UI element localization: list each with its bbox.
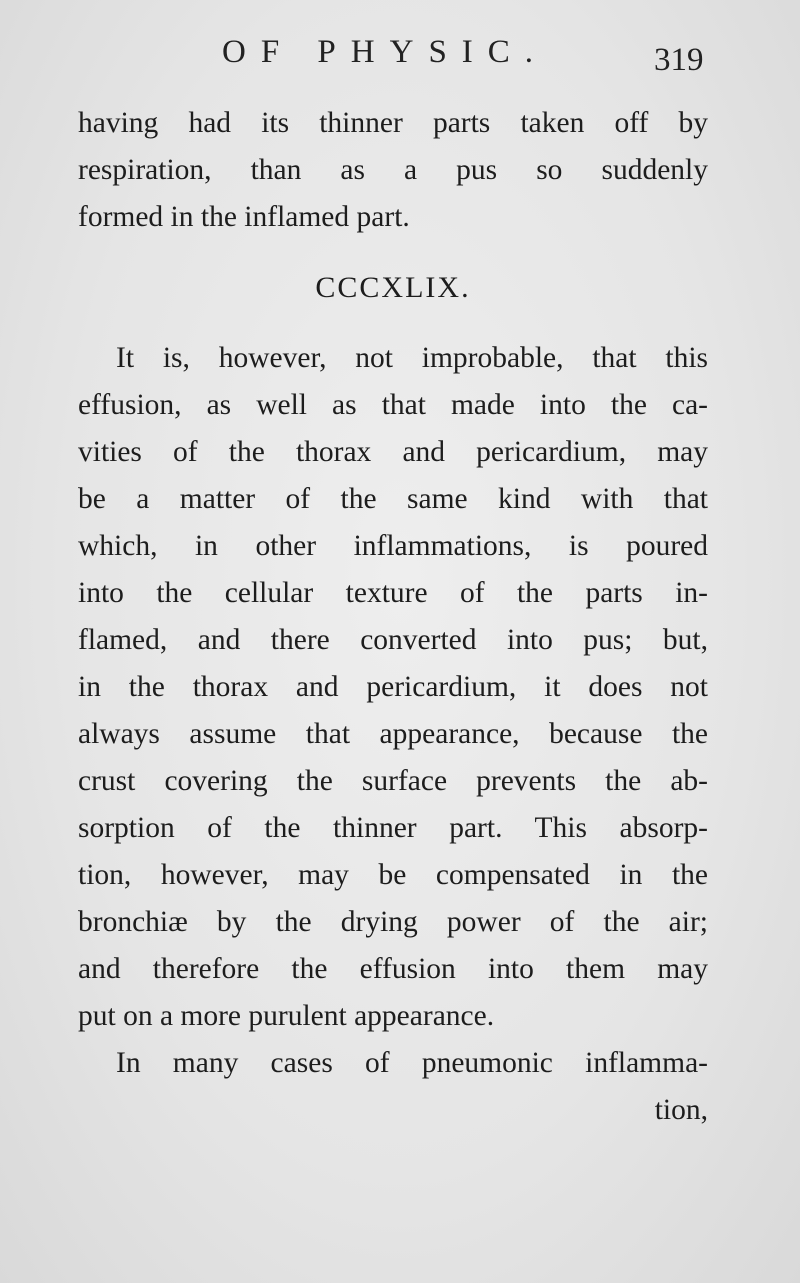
text-line: be a matter of the same kind with that [78,483,708,515]
text-line: and therefore the effusion into them may [78,953,708,985]
text-line: having had its thinner parts taken off by [78,107,708,139]
text-line: It is, however, not improbable, that this [116,342,708,374]
text-line: sorption of the thinner part. This absorp- [78,812,708,844]
text-line: always assume that appearance, because the [78,718,708,750]
paragraph [78,1040,708,1087]
text-line: tion, however, may be compensated in the [78,859,708,891]
running-head: OF PHYSIC. [222,34,549,70]
text-line: flamed, and there converted into pus; but, [78,624,708,656]
text-line: bronchiæ by the drying power of the air; [78,906,708,938]
body-text [78,100,708,1134]
catchword: tion, [654,1094,708,1126]
page-header [0,34,800,84]
text-line: which, in other inflammations, is poured [78,530,708,562]
text-line: respiration, than as a pus so suddenly [78,154,708,186]
text-line: formed in the inflamed part. [78,201,410,233]
text-line: into the cellular texture of the parts in- [78,577,708,609]
text-line: crust covering the surface prevents the ab- [78,765,708,797]
paragraph [78,335,708,1040]
section-heading: CCCXLIX. [315,271,471,304]
text-line: in the thorax and pericardium, it does not [78,671,708,703]
text-line: In many cases of pneumonic inflamma- [116,1047,708,1079]
text-line: vities of the thorax and pericardium, may [78,436,708,468]
page-number: 319 [654,42,704,78]
text-line: put on a more purulent appearance. [78,1000,495,1032]
continued-paragraph [78,100,708,241]
text-line: effusion, as well as that made into the ca- [78,389,708,421]
